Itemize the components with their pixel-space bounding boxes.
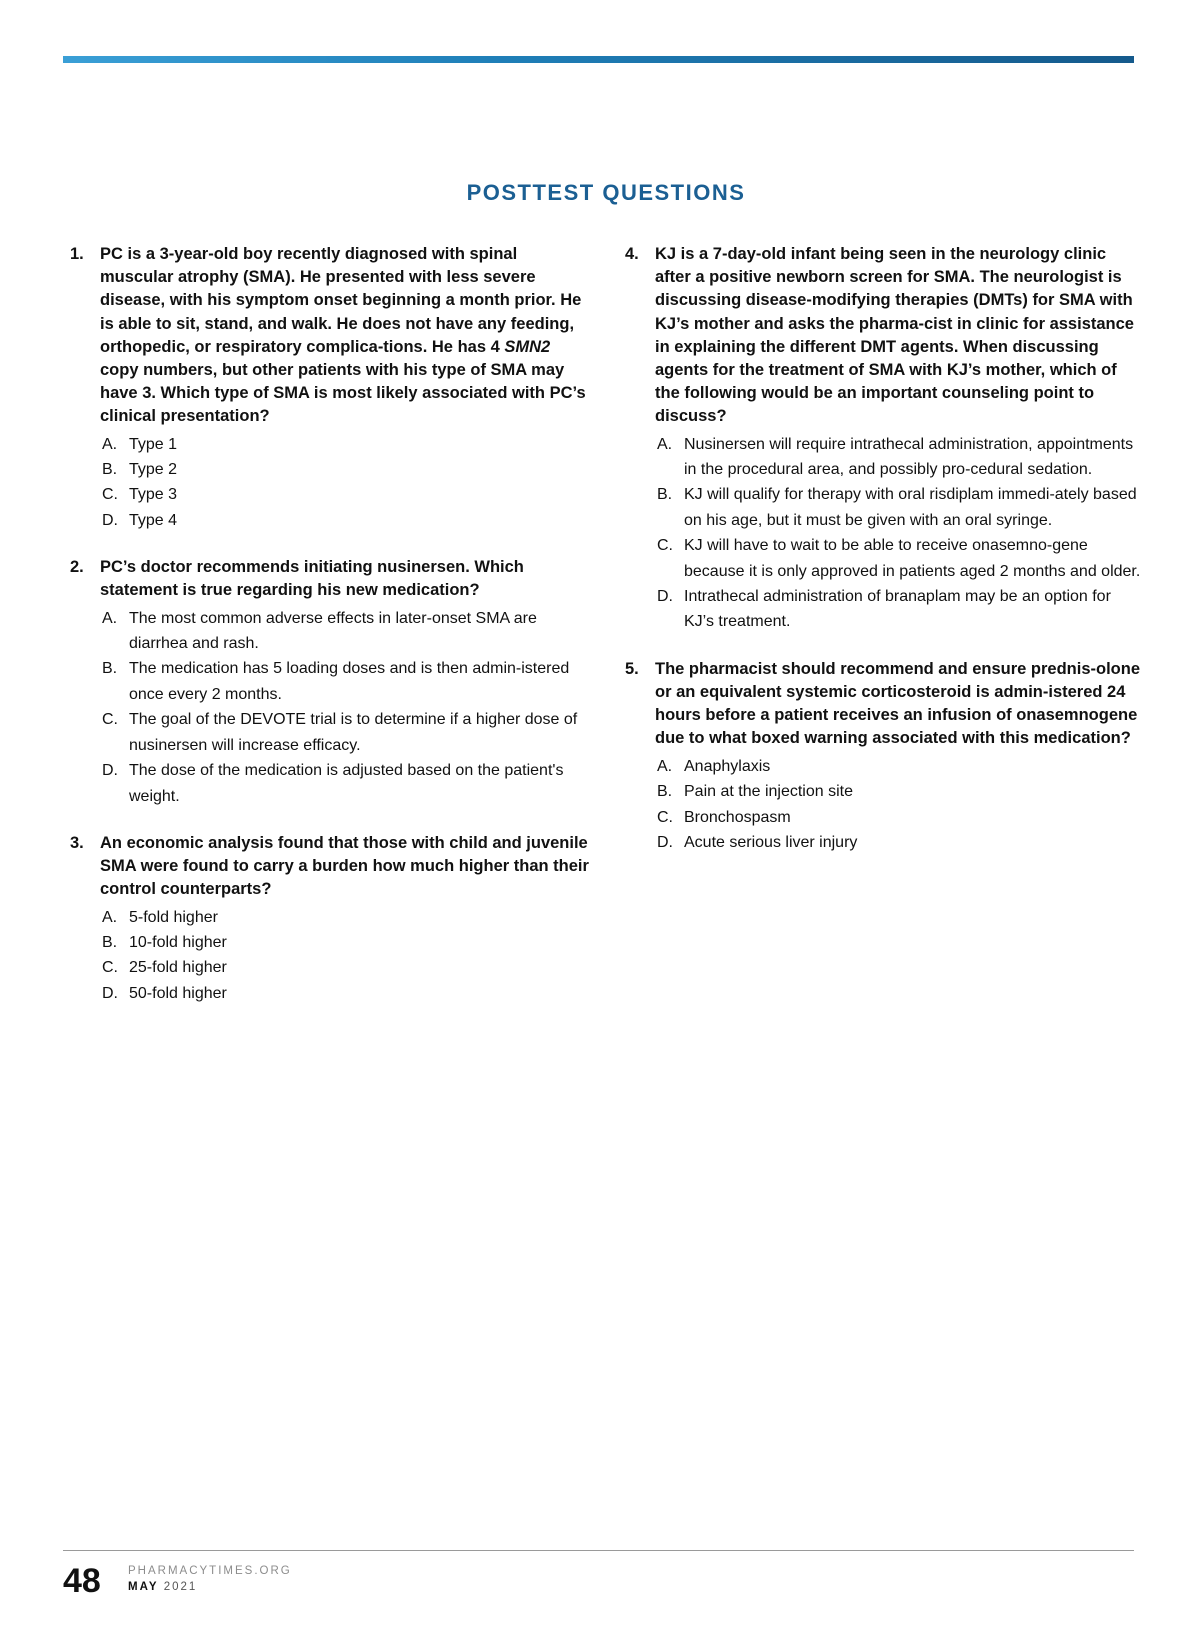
answer-option xyxy=(100,981,590,1006)
answer-option xyxy=(655,754,1145,779)
option-text: Acute serious liver injury xyxy=(684,833,858,851)
footer-website: PHARMACYTIMES.ORG xyxy=(128,1565,292,1577)
option-letter: B. xyxy=(657,783,673,801)
header-accent-bar xyxy=(63,56,1134,63)
option-text: The goal of the DEVOTE trial is to determine if a higher dose of nusinersen will increase efficacy. xyxy=(129,711,578,754)
question-1 xyxy=(70,243,590,533)
option-letter: D. xyxy=(102,762,118,780)
option-letter: B. xyxy=(102,660,118,678)
option-text: 50-fold higher xyxy=(129,984,227,1002)
option-text: Anaphylaxis xyxy=(684,757,771,775)
footer-divider xyxy=(63,1550,1134,1551)
option-letter: A. xyxy=(657,435,673,453)
option-letter: B. xyxy=(102,461,118,479)
option-letter: A. xyxy=(657,757,673,775)
answer-options xyxy=(70,905,590,1007)
answer-option xyxy=(100,508,590,533)
option-text: Bronchospasm xyxy=(684,808,791,826)
option-text: Nusinersen will require intrathecal administration, appointments in the procedural area, and possibly pro-cedural sedation. xyxy=(684,435,1134,479)
option-text: Pain at the injection site xyxy=(684,783,853,801)
answer-options xyxy=(70,432,590,534)
option-text: The most common adverse effects in later-onset SMA are diarrhea and rash. xyxy=(129,609,537,653)
answer-option xyxy=(100,758,590,809)
questions-column-right xyxy=(625,243,1145,878)
answer-options xyxy=(625,432,1145,635)
answer-option xyxy=(655,482,1145,533)
option-text: 10-fold higher xyxy=(129,933,227,951)
option-letter: C. xyxy=(657,808,673,826)
question-3 xyxy=(70,832,590,1006)
option-letter: D. xyxy=(102,984,118,1002)
answer-option xyxy=(655,584,1145,635)
answer-option xyxy=(100,432,590,457)
option-letter: D. xyxy=(657,588,673,606)
question-number: 2. xyxy=(70,558,84,577)
footer-issue-date xyxy=(128,1581,197,1593)
option-letter: A. xyxy=(102,609,118,627)
question-2 xyxy=(70,556,590,809)
answer-option xyxy=(100,930,590,955)
answer-option xyxy=(100,955,590,980)
answer-option xyxy=(655,830,1145,855)
page-title: POSTTEST QUESTIONS xyxy=(466,180,746,205)
question-number: 1. xyxy=(70,245,84,263)
question-stem: KJ is a 7-day-old infant being seen in the neurology clinic after a positive newborn screen for SMA. The neurologist is discussing disease-modifying therapies (DMTs) for SMA with KJ’s mother and asks the pharma-cist in clinic for assistance in explaining the different DMT agents. When discussing agents for the treatment of SMA with KJ’s mother, which of the following would be an important counseling point to discuss? xyxy=(655,245,1134,426)
option-letter: A. xyxy=(102,908,118,926)
page-number: 48 xyxy=(63,1562,101,1600)
answer-options xyxy=(625,754,1145,856)
answer-option xyxy=(655,432,1145,483)
answer-option xyxy=(655,779,1145,804)
option-text: Type 3 xyxy=(129,486,178,504)
question-stem: An economic analysis found that those with child and juvenile SMA were found to carry a burden how much higher than their control counterparts? xyxy=(100,833,589,899)
answer-option xyxy=(100,606,590,657)
option-letter: A. xyxy=(102,435,118,453)
answer-option xyxy=(100,905,590,930)
answer-option xyxy=(100,707,590,758)
answer-options xyxy=(70,606,590,809)
option-letter: D. xyxy=(102,511,118,529)
option-text: The dose of the medication is adjusted based on the patient's weight. xyxy=(129,762,564,805)
option-text: 25-fold higher xyxy=(129,959,227,977)
question-number: 4. xyxy=(625,245,639,263)
footer-month: MAY xyxy=(128,1581,159,1593)
answer-option xyxy=(100,656,590,707)
question-stem: The pharmacist should recommend and ensure prednis-olone or an equivalent systemic corticosteroid is admin-istered 24 hours before a patient receives an infusion of onasemnogene due to what boxed warning associated with this medication? xyxy=(655,659,1141,748)
option-text: KJ will qualify for therapy with oral risdiplam immedi-ately based on his age, but it must be given with an oral syringe. xyxy=(684,486,1137,529)
option-text: Type 1 xyxy=(129,435,178,453)
question-5 xyxy=(625,658,1145,855)
option-text: 5-fold higher xyxy=(129,908,218,926)
question-number: 3. xyxy=(70,833,84,852)
option-letter: B. xyxy=(102,933,118,951)
option-text: Intrathecal administration of branaplam may be an option for KJ’s treatment. xyxy=(684,588,1111,631)
option-text: Type 4 xyxy=(129,511,178,529)
option-text: KJ will have to wait to be able to receive onasemno-gene because it is only approved in patients aged 2 months and older. xyxy=(684,537,1141,580)
question-stem: PC is a 3-year-old boy recently diagnosed with spinal muscular atrophy (SMA). He presented with less severe disease, with his symptom onset beginning a month prior. He is able to sit, stand, and walk. He does not have any feeding, orthopedic, or respiratory complica-tions. He has 4 SMN2 copy numbers, but other patients with his type of SMA may have 3. Which type of SMA is most likely associated with PC’s clinical presentation? xyxy=(100,245,586,426)
option-letter: C. xyxy=(102,959,118,977)
option-letter: C. xyxy=(102,486,118,504)
questions-column-left xyxy=(70,243,590,1029)
option-letter: B. xyxy=(657,486,673,504)
question-4 xyxy=(625,243,1145,635)
footer-year: 2021 xyxy=(163,1581,198,1593)
answer-option xyxy=(100,482,590,507)
option-text: Type 2 xyxy=(129,461,178,479)
answer-option xyxy=(100,457,590,482)
answer-option xyxy=(655,533,1145,584)
question-number: 5. xyxy=(625,659,639,678)
answer-option xyxy=(655,805,1145,830)
option-letter: C. xyxy=(102,711,118,729)
option-text: The medication has 5 loading doses and is then admin-istered once every 2 months. xyxy=(129,660,570,703)
option-letter: D. xyxy=(657,833,673,851)
option-letter: C. xyxy=(657,537,673,555)
question-stem: PC’s doctor recommends initiating nusinersen. Which statement is true regarding his new medication? xyxy=(100,558,524,600)
